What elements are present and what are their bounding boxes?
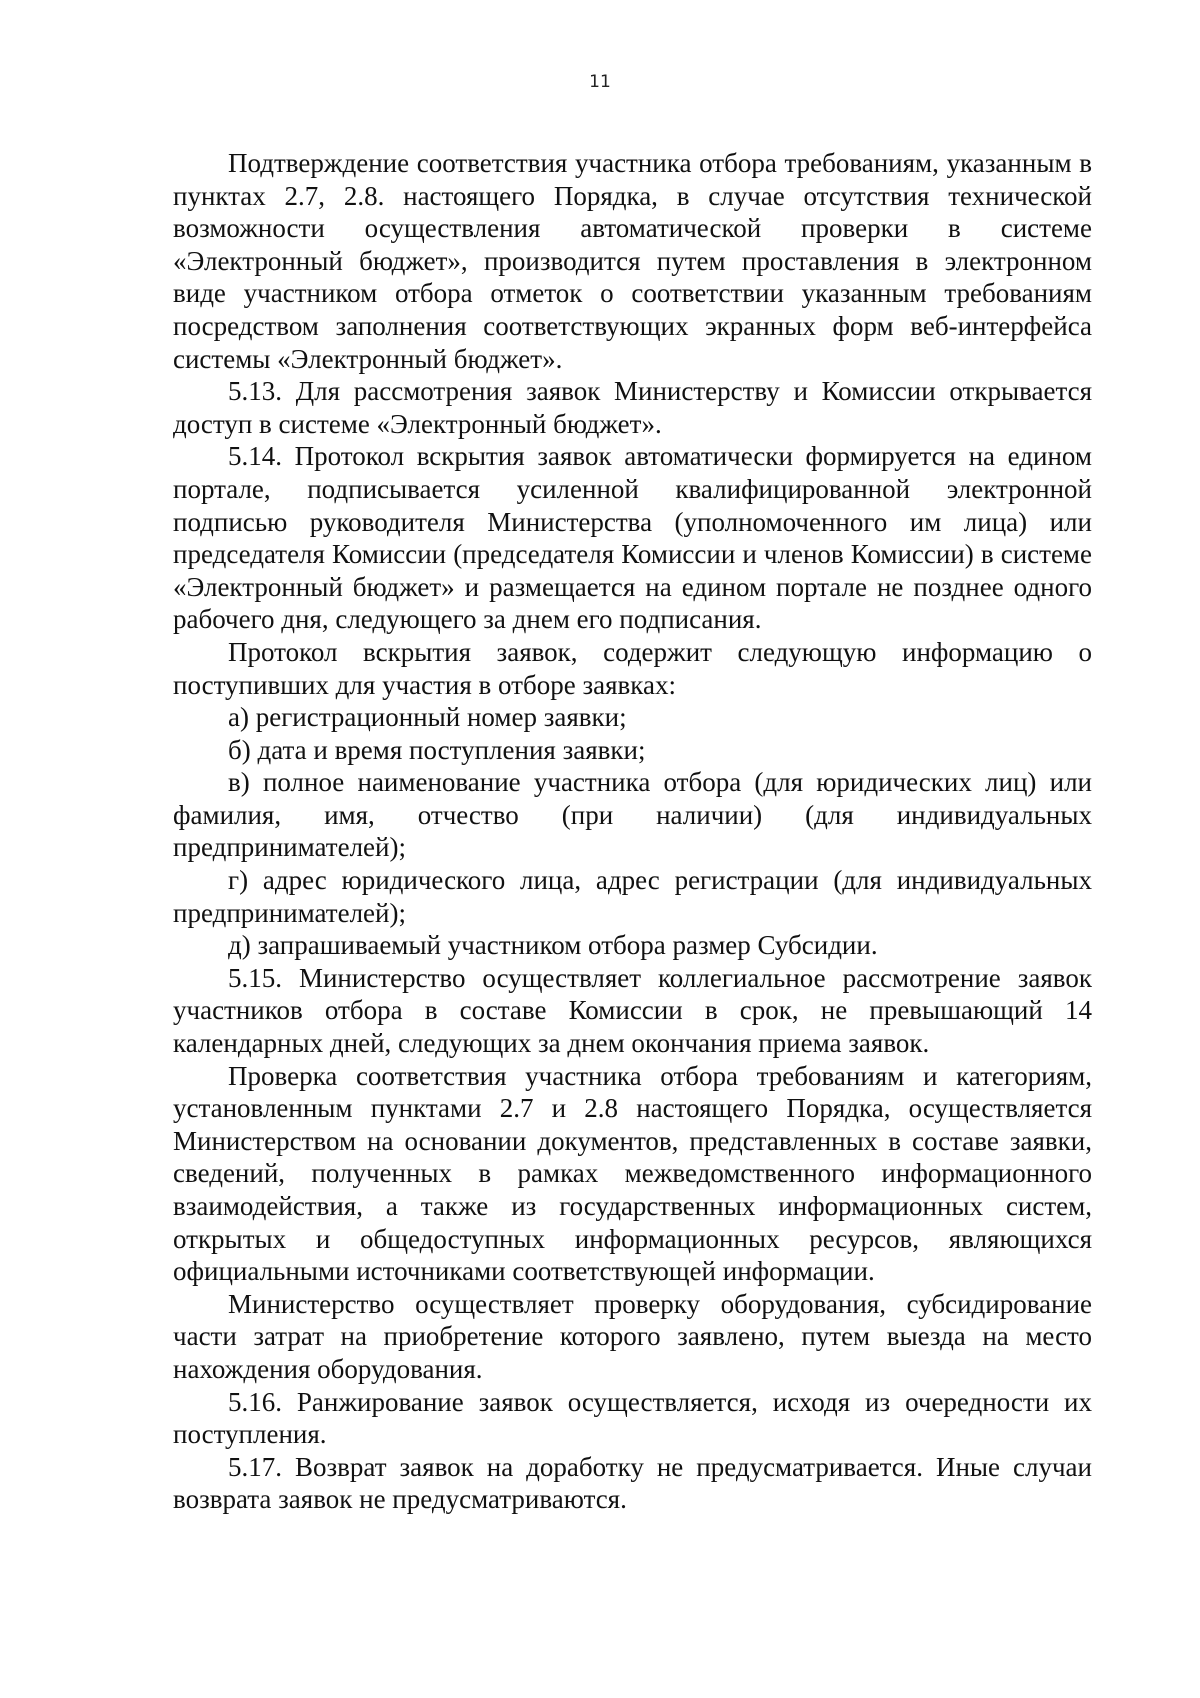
paragraph-5-16: 5.16. Ранжирование заявок осуществляется, исходя из очередности их поступления.	[173, 1386, 1092, 1450]
paragraph-protocol-contents: Протокол вскрытия заявок, содержит следующую информацию о поступивших для участия в отборе заявках:	[173, 636, 1092, 700]
paragraph-verification: Проверка соответствия участника отбора требованиям и категориям, установленным пунктами 2.7 и 2.8 настоящего Порядка, осуществляется Министерством на основании документов, представленных в составе заявки, сведений, полученных в рамках межведомственного информационного взаимодействия, а также из государственных информационных систем, открытых и общедоступных информационных ресурсов, являющихся официальными источниками соответствующей информации.	[173, 1060, 1092, 1287]
paragraph-5-14: 5.14. Протокол вскрытия заявок автоматически формируется на едином портале, подписывается усиленной квалифицированной электронной подписью руководителя Министерства (уполномоченного им лица) или председателя Комиссии (председателя Комиссии и членов Комиссии) в системе «Электронный бюджет» и размещается на едином портале не позднее одного рабочего дня, следующего за днем его подписания.	[173, 441, 1092, 635]
page-number: 11	[589, 72, 611, 92]
paragraph-5-13: 5.13. Для рассмотрения заявок Министерству и Комиссии открывается доступ в системе «Электронный бюджет».	[173, 376, 1092, 439]
paragraph-confirmation: Подтверждение соответствия участника отбора требованиям, указанным в пунктах 2.7, 2.8. настоящего Порядка, в случае отсутствия технической возможности осуществления автоматической проверки в системе «Электронный бюджет», производится путем проставления в электронном виде участником отбора отметок о соответствии указанным требованиям посредством заполнения соответствующих экранных форм веб-интерфейса системы «Электронный бюджет».	[173, 148, 1092, 374]
document-body	[173, 147, 1092, 1516]
paragraph-5-15: 5.15. Министерство осуществляет коллегиальное рассмотрение заявок участников отбора в составе Комиссии в срок, не превышающий 14 календарных дней, следующих за днем окончания приема заявок.	[173, 962, 1092, 1059]
paragraph-5-17: 5.17. Возврат заявок на доработку не предусматривается. Иные случаи возврата заявок не предусматриваются.	[173, 1451, 1092, 1515]
list-item-b: б) дата и время поступления заявки;	[228, 734, 646, 765]
list-item-d: д) запрашиваемый участником отбора размер Субсидии.	[228, 930, 878, 961]
list-item-v: в) полное наименование участника отбора (для юридических лиц) или фамилия, имя, отчество (при наличии) (для индивидуальных предпринимателей);	[173, 767, 1092, 863]
paragraph-equipment-check: Министерство осуществляет проверку оборудования, субсидирование части затрат на приобретение которого заявлено, путем выезда на место нахождения оборудования.	[173, 1288, 1092, 1384]
list-item-a: а) регистрационный номер заявки;	[228, 702, 627, 733]
list-item-g: г) адрес юридического лица, адрес регистрации (для индивидуальных предпринимателей);	[173, 865, 1092, 928]
